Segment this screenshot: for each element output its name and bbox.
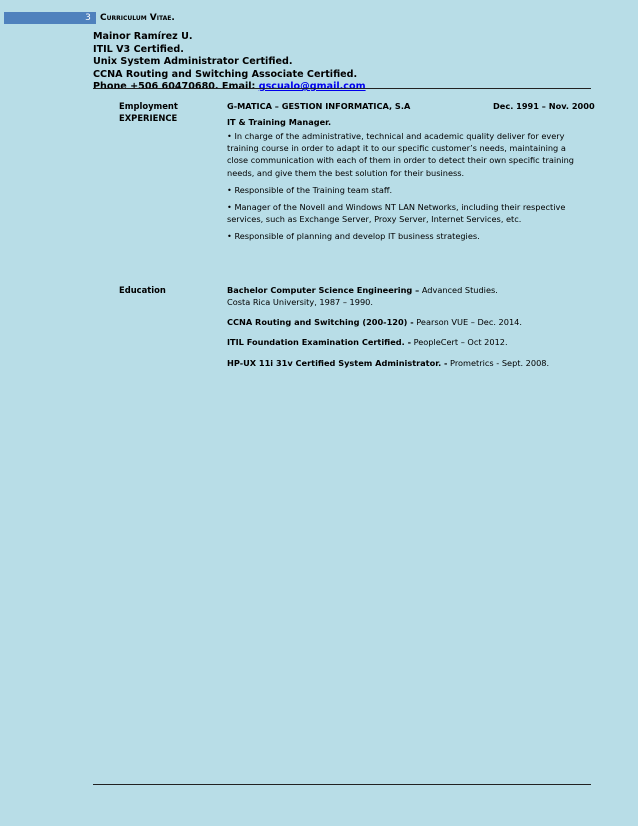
- certification-ccna: CCNA Routing and Switching Associate Certified.: [93, 68, 358, 80]
- education-section-label: Education: [119, 285, 166, 295]
- employment-label-line2: EXPERIENCE: [119, 113, 178, 123]
- certification-unix: Unix System Administrator Certified.: [93, 56, 293, 67]
- employment-dates: Dec. 1991 – Nov. 2000: [493, 101, 595, 111]
- contact-prefix: Phone +506 60470680. Email:: [93, 81, 259, 92]
- header-divider: [93, 88, 591, 89]
- email-link[interactable]: gscualo@gmail.com: [258, 81, 366, 92]
- employer-name: G-MATICA – GESTION INFORMATICA, S.A: [227, 101, 411, 111]
- employment-label-line1: Employment: [119, 101, 178, 111]
- document-title: Curriculum Vitae.: [100, 13, 175, 23]
- list-item: • Responsible of the Training team staff.: [227, 184, 393, 195]
- list-item: • In charge of the administrative, technical and academic quality deliver for every training course in order to adapt it to our specific customer’s needs, maintaining a close communication with each of them in order to detect their own specific training needs, and give them the best solution for their business.: [227, 131, 574, 178]
- education-entry-ccna: CCNA Routing and Switching (200-120) - Pearson VUE – Dec. 2014.: [227, 317, 522, 327]
- education-entry-itil: ITIL Foundation Examination Certified. - PeopleCert – Oct 2012.: [227, 337, 508, 347]
- employment-section-label: [119, 100, 178, 124]
- footer-divider: [93, 784, 591, 785]
- responsibilities-list: [227, 130, 582, 248]
- page-number: 3: [85, 13, 91, 23]
- list-item: • Manager of the Novell and Windows NT LAN Networks, including their respective services, such as Exchange Server, Proxy Server, Internet Services, etc.: [227, 202, 566, 225]
- header-block: [93, 31, 366, 94]
- candidate-name: Mainor Ramírez U.: [93, 31, 193, 42]
- job-title: IT & Training Manager.: [227, 117, 332, 127]
- list-item: • Responsible of planning and develop IT business strategies.: [227, 231, 480, 242]
- education-entry-hpux: HP-UX 11i 31v Certified System Administrator. - Prometrics - Sept. 2008.: [227, 358, 550, 368]
- education-entry-bachelor: Bachelor Computer Science Engineering – Advanced Studies. Costa Rica University, 1987 – 1990.: [227, 285, 498, 307]
- certification-itil: ITIL V3 Certified.: [93, 43, 184, 55]
